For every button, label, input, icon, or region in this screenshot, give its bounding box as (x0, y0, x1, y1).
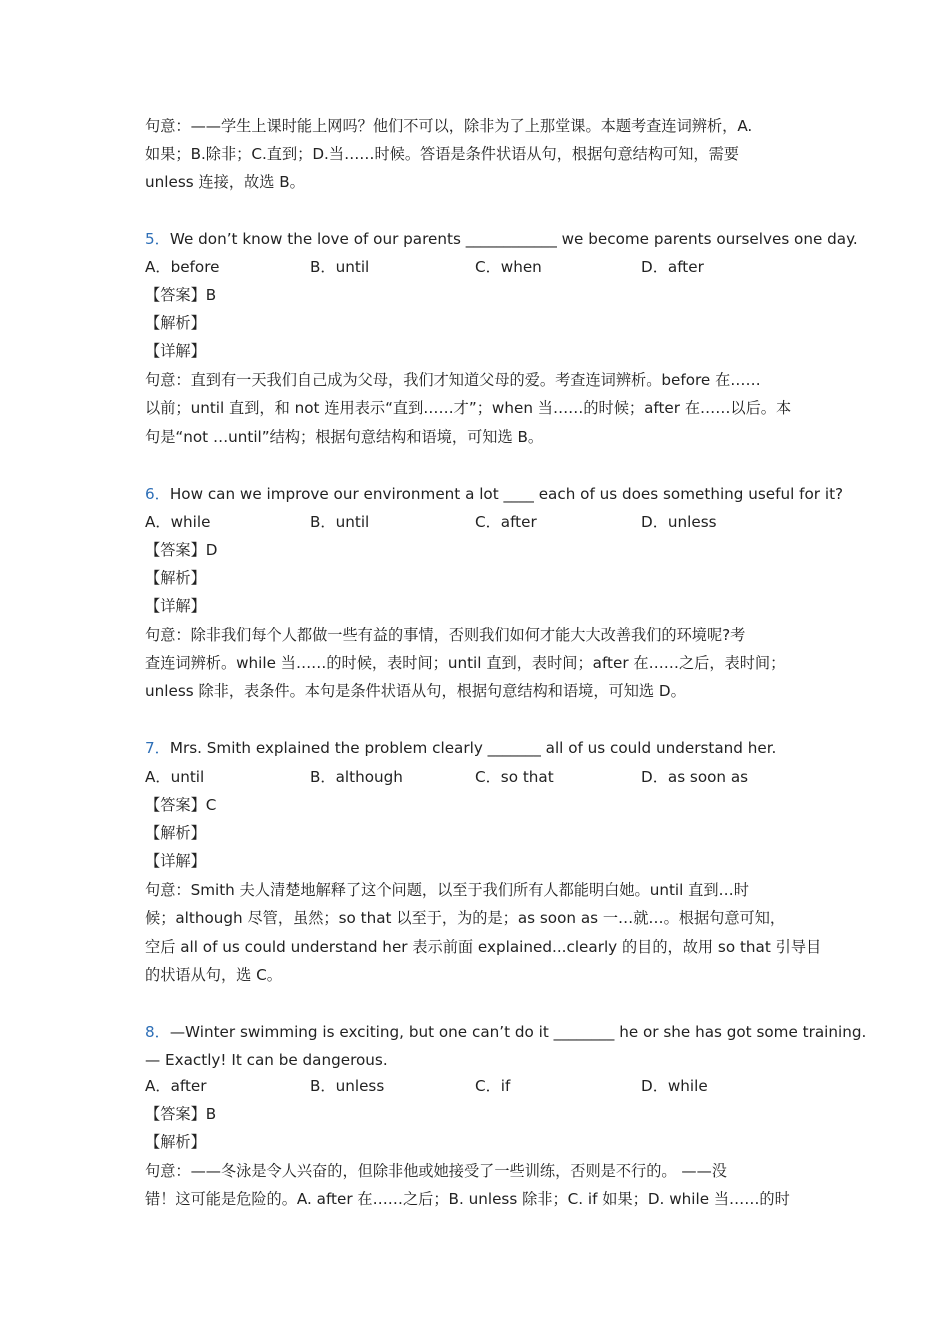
explanation-line: unless 连接，故选 B。 (145, 173, 305, 191)
analysis-label: 【解析】 (145, 1133, 206, 1151)
explanation-line: 句意：除非我们每个人都做一些有益的事情，否则我们如何才能大大改善我们的环境呢?考 (145, 626, 746, 644)
option-a: A．after (145, 1077, 207, 1095)
option-a: A．until (145, 768, 205, 786)
analysis-label: 【解析】 (145, 569, 206, 587)
question-text: Mrs. Smith explained the problem clearly _______ all of us could understand her. (169, 739, 777, 757)
question-text: How can we improve our environment a lot ____ each of us does something useful for it? (169, 485, 844, 503)
option-c: C．after (475, 513, 537, 531)
detail-label: 【详解】 (145, 342, 206, 360)
option-c: C．so that (475, 768, 554, 786)
option-a: A．before (145, 258, 220, 276)
option-d: D．unless (641, 513, 717, 531)
question-text-continued: — Exactly! It can be dangerous. (145, 1051, 388, 1069)
question-stem-5 (145, 229, 858, 249)
explanation-line: 错！这可能是危险的。A. after 在……之后；B. unless 除非；C. if 如果；D. while 当……的时 (145, 1190, 790, 1208)
options-row (145, 512, 825, 532)
option-d: D．after (641, 258, 704, 276)
question-stem-6 (145, 484, 844, 504)
answer-label: 【答案】B (145, 1105, 217, 1123)
option-b: B．although (310, 768, 403, 786)
options-row (145, 767, 825, 787)
explanation-line: unless 除非，表条件。本句是条件状语从句，根据句意结构和语境，可知选 D。 (145, 682, 686, 700)
answer-label: 【答案】D (145, 541, 218, 559)
question-number: 5． (145, 230, 170, 248)
option-b: B．until (310, 513, 370, 531)
options-row (145, 1076, 825, 1096)
answer-label: 【答案】B (145, 286, 217, 304)
explanation-line: 以前；until 直到，和 not 连用表示“直到……才”；when 当……的时候；after 在……以后。本 (145, 399, 792, 417)
question-number: 7． (145, 739, 170, 757)
explanation-line: 如果；B.除非；C.直到；D.当……时候。答语是条件状语从句，根据句意结构可知，需要 (145, 145, 739, 163)
explanation-line: 句意：——学生上课时能上网吗？他们不可以，除非为了上那堂课。本题考查连词辨析，A. (145, 117, 753, 135)
question-stem-8 (145, 1022, 867, 1042)
explanation-line: 句意：直到有一天我们自己成为父母，我们才知道父母的爱。考查连词辨析。before 在…… (145, 371, 761, 389)
option-b: B．until (310, 258, 370, 276)
explanation-line: 空后 all of us could understand her 表示前面 explained...clearly 的目的，故用 so that 引导目 (145, 938, 822, 956)
option-b: B．unless (310, 1077, 385, 1095)
option-c: C．if (475, 1077, 511, 1095)
detail-label: 【详解】 (145, 597, 206, 615)
question-number: 6． (145, 485, 170, 503)
explanation-line: 句是“not …until”结构；根据句意结构和语境，可知选 B。 (145, 428, 544, 446)
question-text: —Winter swimming is exciting, but one can’t do it ________ he or she has got some training. (169, 1023, 867, 1041)
analysis-label: 【解析】 (145, 314, 206, 332)
question-number: 8． (145, 1023, 170, 1041)
option-c: C．when (475, 258, 542, 276)
analysis-label: 【解析】 (145, 824, 206, 842)
option-a: A．while (145, 513, 211, 531)
option-d: D．while (641, 1077, 708, 1095)
explanation-line: 句意：——冬泳是令人兴奋的，但除非他或她接受了一些训练，否则是不行的。 ——没 (145, 1162, 727, 1180)
explanation-line: 句意：Smith 夫人清楚地解释了这个问题，以至于我们所有人都能明白她。until 直到…时 (145, 881, 749, 899)
option-d: D．as soon as (641, 768, 749, 786)
question-stem-7 (145, 738, 825, 758)
question-text: We don’t know the love of our parents ____________ we become parents ourselves one day. (169, 230, 858, 248)
options-row (145, 257, 825, 277)
explanation-line: 候；although 尽管，虽然；so that 以至于，为的是；as soon as 一…就…。根据句意可知， (145, 909, 786, 927)
explanation-line: 的状语从句，选 C。 (145, 966, 282, 984)
explanation-line: 查连词辨析。while 当……的时候，表时间；until 直到，表时间；after 在……之后，表时间； (145, 654, 786, 672)
answer-label: 【答案】C (145, 796, 217, 814)
detail-label: 【详解】 (145, 852, 206, 870)
